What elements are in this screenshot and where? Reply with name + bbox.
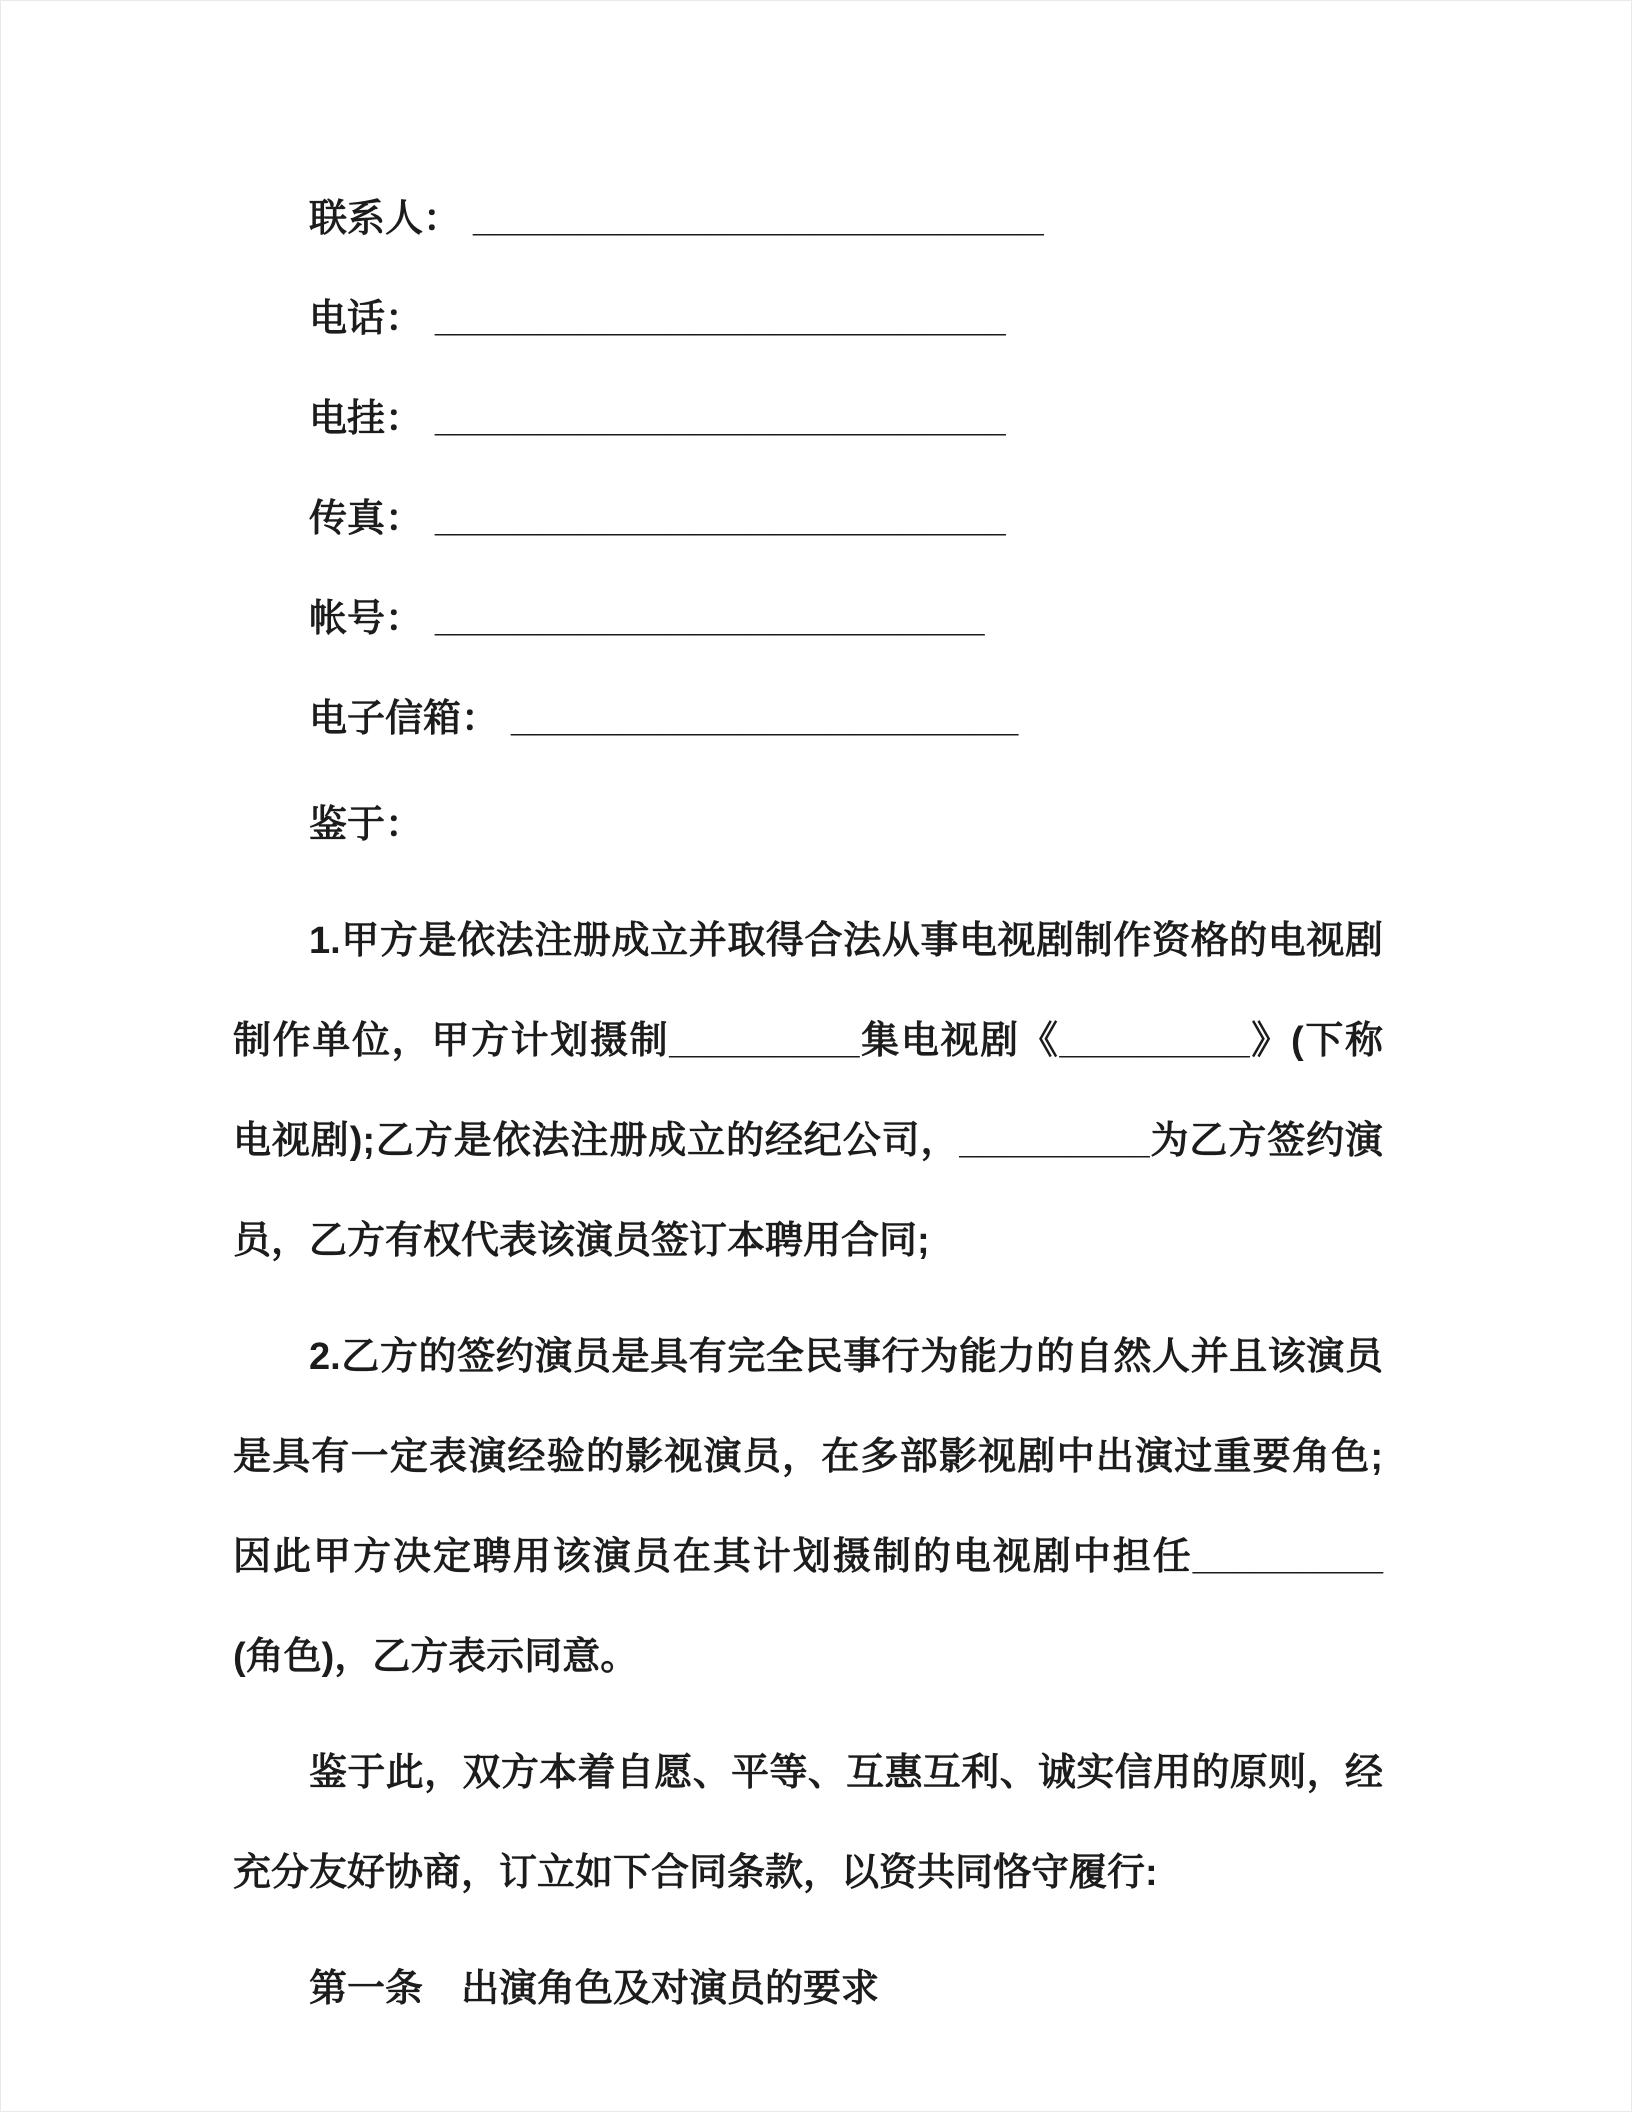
email-blank: ________________________ [511,698,1019,740]
fax-label: 传真： [309,498,424,540]
fax-blank: ___________________________ [435,498,1006,540]
whereas-clause-2: 2.乙方的签约演员是具有完全民事行为能力的自然人并且该演员是具有一定表演经验的影视演员，在多部影视剧中出演过重要角色;因此甲方决定聘用该演员在其计划摄制的电视剧中担任_________(角色)，乙方表示同意。 [233,1336,1383,1678]
contact-person-line [233,169,1383,269]
email-line [233,669,1383,769]
account-number-label: 帐号： [309,598,424,640]
cable-label: 电挂： [309,398,424,440]
contact-person-blank: ___________________________ [473,198,1044,240]
whereas-label: 鉴于： [309,804,424,846]
whereas-clause-1: 1.甲方是依法注册成立并取得合法从事电视剧制作资格的电视剧制作单位，甲方计划摄制_________集电视剧《_________》(下称电视剧);乙方是依法注册成立的经纪公司，_________为乙方签约演员，乙方有权代表该演员签订本聘用合同; [233,920,1383,1262]
phone-label: 电话： [309,298,424,340]
phone-line [233,269,1383,369]
document-content [233,169,1383,2039]
phone-blank: ___________________________ [435,298,1006,340]
fax-line [233,469,1383,569]
cable-blank: ___________________________ [435,398,1006,440]
account-number-blank: __________________________ [435,598,985,640]
agreement-intro-paragraph: 鉴于此，双方本着自愿、平等、互惠互利、诚实信用的原则，经充分友好协商，订立如下合同条款，以资共同恪守履行: [233,1752,1383,1894]
cable-line [233,369,1383,469]
email-label: 电子信箱： [309,698,500,740]
contact-person-label: 联系人： [309,198,462,240]
article-1-heading: 第一条 出演角色及对演员的要求 [309,1968,880,2010]
account-number-line [233,569,1383,669]
